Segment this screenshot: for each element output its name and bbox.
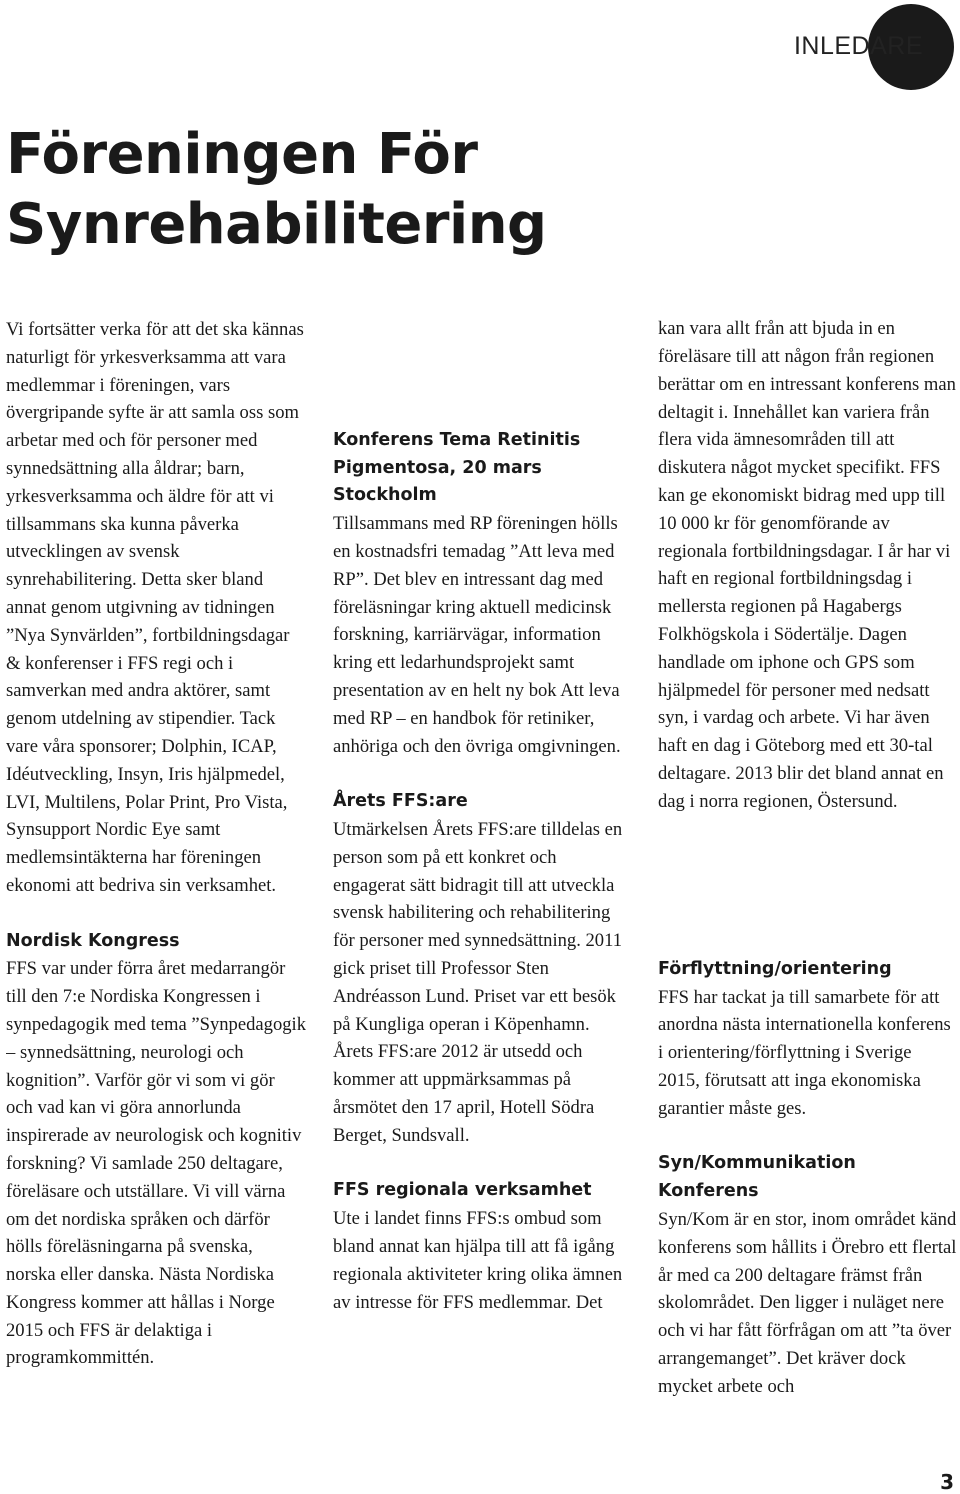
section-label: INLEDARE [793, 32, 923, 60]
regionala-paragraph-continued: kan vara allt från att bjuda in en föreläsare till att någon från regionen berättar om en intressant konferens man deltagit i. Innehållet kan variera från flera vida ämnesområden till att diskutera något mycket specifikt. FFS kan ge ekonomiskt bidrag med upp till 10 000 kr för genomförande av regionala fortbildningsdagar. I år har vi haft en regional fortbildningsdag i mellersta regionen på Hagabergs Folkhögskola i Södertälje. Dagen handlade om iphone och GPS som hjälpmedel för personer med nedsatt syn, i vardag och arbete. Vi har även haft en dag i Göteborg med ett 30-tal deltagare. 2013 blir det bland annat en dag i norra regionen, Östersund. [658, 318, 956, 812]
forflyttning-paragraph: FFS har tackat ja till samarbete för att anordna nästa internationella konferens i orientering/förflyttning i Sverige 2015, förutsatt att inga ekonomiska garantier måste ges. [658, 986, 951, 1119]
synkom-heading: Syn/Kommunikation Konferens [658, 1153, 856, 1202]
page-number: 3 [940, 1470, 954, 1494]
retinitis-heading: Konferens Tema Retinitis Pigmentosa, 20 mars Stockholm [333, 429, 581, 506]
regionala-paragraph-part1 [333, 1205, 633, 1317]
arets-paragraph: Utmärkelsen Årets FFS:are tilldelas en person som på ett konkret och engagerat sätt bidragit till att utveckla svensk habilitering och rehabilitering för personer med synnedsättning. 2011 gick priset till Professor Sten Andréasson Lund. Priset var ett besök på Kungliga operan i Köpenhamn. Årets FFS:are 2012 är utsedd och kommer att uppmärksammas på årsmötet den 17 april, Hotell Södra Berget, Sundsvall. [333, 818, 623, 1146]
nordisk-heading: Nordisk Kongress [6, 930, 180, 951]
column-3 [658, 316, 958, 1401]
regionala-heading: FFS regionala verksamhet [333, 1180, 592, 1201]
page-title: Föreningen För Synrehabilitering [6, 122, 547, 257]
column-2 [333, 316, 633, 1317]
synkom-paragraph: Syn/Kom är en stor, inom området känd konferens som hållits i Örebro ett flertal år med ca 200 deltagare främst från skolområdet. Den ligger i nuläget nere och vi har fått förfrågan om att ”ta över arrangemanget”. Det kräver dock mycket arbete och [658, 1208, 957, 1397]
regionala-continued [658, 316, 958, 928]
arets-heading: Årets FFS:are [333, 791, 468, 812]
forflyttning-heading: Förflyttning/orientering [658, 958, 892, 979]
column-1 [6, 316, 306, 1374]
nordisk-continued [333, 316, 633, 399]
retinitis-paragraph: Tillsammans med RP föreningen hölls en kostnadsfri temadag ”Att leva med RP”. Det blev en intressant dag med föreläsningar kring aktuell medicinsk forskning, karriärvägar, information kring ett ledarhundsprojekt samt presentation av en helt ny bok Att leva med RP – en handbok för retiniker, anhöriga och den övriga omgivningen. [333, 513, 621, 757]
section-tag [700, 0, 960, 100]
nordisk-paragraph-part1 [6, 955, 306, 1374]
regionala-paragraph: Ute i landet finns FFS:s ombud som bland annat kan hjälpa till att få igång regionala aktiviteter kring olika ämnen av intresse för FFS medlemmar. Det [333, 1208, 623, 1313]
nordisk-paragraph: FFS var under förra året medarrangör till den 7:e Nordiska Kongressen i synpedagogik med tema ”Synpedagogik – synnedsättning, neurologi och kognition”. Varför gör vi som vi gör och vad kan vi göra annorlunda inspirerade av neurologisk och kognitiv forskning? Vi samlade 250 deltagare, föreläsare och utställare. Vi vill värna om det nordiska språken och därför hölls föreläsningarna på svenska, norska eller danska. Nästa Nordiska Kongress kommer att hållas i Norge 2015 och FFS är delaktiga i programkommittén. [6, 958, 306, 1369]
intro-paragraph: Vi fortsätter verka för att det ska kännas naturligt för yrkesverksamma att vara medlemmar i föreningen, vars övergripande syfte är att samla oss som arbetar med och för personer med synnedsättning alla åldrar; barn, yrkesverksamma och äldre för att vi tillsammans ska kunna påverka utvecklingen av svensk synrehabilitering. Detta sker bland annat genom utgivning av tidningen ”Nya Synvärlden”, fortbildningsdagar & konferenser i FFS regi och i samverkan med andra aktörer, samt genom utdelning av stipendier. Tack vare våra sponsorer; Dolphin, ICAP, Idéutveckling, Insyn, Iris hjälpmedel, LVI, Multilens, Polar Print, Pro Vista, Synsupport Nordic Eye samt medlemsintäkterna har föreningen ekonomi att bedriva sin verksamhet. [6, 319, 304, 896]
